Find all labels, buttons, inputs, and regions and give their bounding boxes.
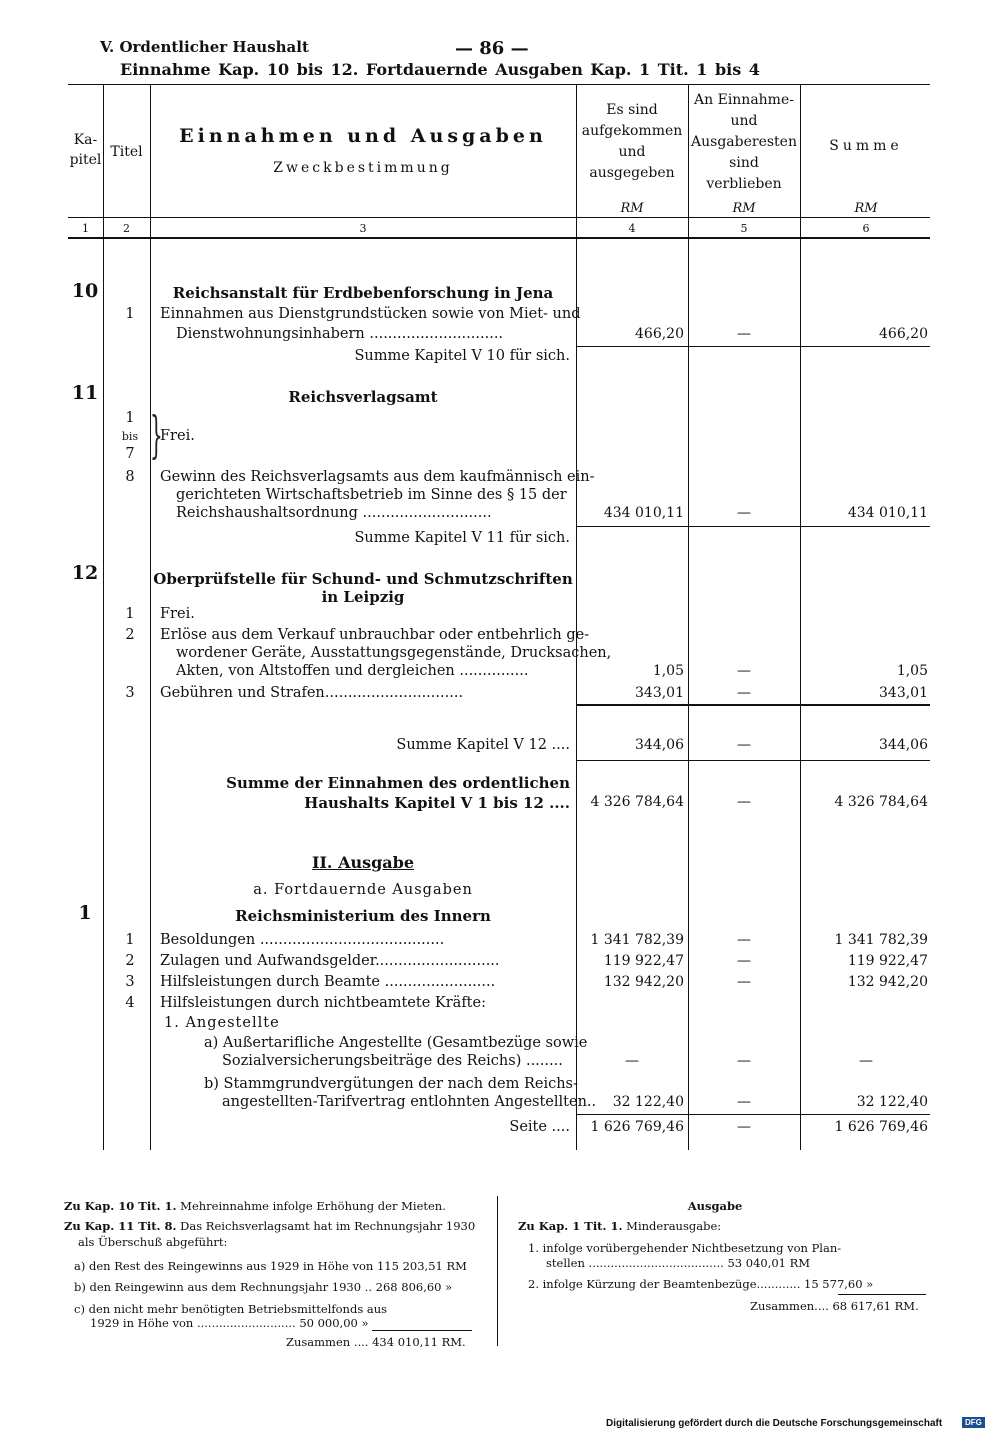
k12-total-sum: 344,06 xyxy=(879,737,928,753)
col-head-4: Es sind aufgekommen und ausgegeben xyxy=(581,102,683,181)
dfg-logo-icon: DFG xyxy=(962,1417,985,1428)
ausgabe-b-line2: angestellten-Tarifvertrag entlohnten Angestellten.. xyxy=(222,1094,597,1110)
fn-k11-a: a) den Rest des Reingewinns aus 1929 in Höhe von 115 203,51 RM xyxy=(74,1259,467,1273)
fn-k11-c2: 1929 in Höhe von ........................... 50 000,00 » xyxy=(90,1316,369,1330)
k11-t8-value: 434 010,11 xyxy=(603,505,684,521)
k10-t1-line1: Einnahmen aus Dienstgrundstücken sowie von Miet- und xyxy=(160,306,581,322)
k12-title-line1: Oberprüfstelle für Schund- und Schmutzschriften xyxy=(153,570,573,588)
k12-total-label: Summe Kapitel V 12 .... xyxy=(396,737,570,753)
k12-rule xyxy=(576,704,930,706)
col-head-sub: Zweckbestimmung xyxy=(273,160,453,176)
k11-titel-8: 8 xyxy=(125,469,135,485)
seite-dash: — xyxy=(737,1119,751,1135)
ausgabe-row2-sum: 119 922,47 xyxy=(847,953,928,969)
ausgabe-b-line1: b) Stammgrundvergütungen der nach dem Reichs- xyxy=(204,1076,578,1092)
ausgabe-kapitel-1: 1 xyxy=(78,902,92,924)
ausgabe-row1-sum: 1 341 782,39 xyxy=(834,932,928,948)
k11-t8-dash: — xyxy=(737,505,751,521)
k12-t2-line1: Erlöse aus dem Verkauf unbrauchbar oder entbehrlich ge- xyxy=(160,627,590,643)
k11-total-label: Summe Kapitel V 11 für sich. xyxy=(354,530,570,546)
col-num-4: 4 xyxy=(628,222,636,235)
col-head-kapitel: Ka-pitel xyxy=(69,132,102,168)
ausgabe-row3-text: Hilfsleistungen durch Beamte ........................ xyxy=(160,974,496,990)
grand-total-value: 4 326 784,64 xyxy=(590,794,684,810)
fn-k11-text: Das Reichsverlagsamt hat im Rechnungsjahr 1930 xyxy=(180,1219,476,1233)
col-head-6: Summe xyxy=(829,138,903,154)
fn-right-ref: Zu Kap. 1 Tit. 1. xyxy=(518,1219,623,1233)
fn-right-total: Zusammen.... 68 617,61 RM. xyxy=(750,1299,919,1313)
fn-k11-ref: Zu Kap. 11 Tit. 8. xyxy=(64,1219,177,1233)
ausgabe-row1-text: Besoldungen ........................................ xyxy=(160,932,445,948)
ausgabe-b-value: 32 122,40 xyxy=(612,1094,684,1110)
ausgabe-heading: II. Ausgabe xyxy=(311,853,415,872)
fn-k10-ref: Zu Kap. 10 Tit. 1. xyxy=(64,1199,177,1213)
fn-right-heading: Ausgabe xyxy=(687,1199,743,1213)
k12-t3-text: Gebühren und Strafen.............................. xyxy=(160,685,464,701)
col-num-6: 6 xyxy=(862,222,870,235)
unit-6: RM xyxy=(854,201,878,216)
col-divider-1 xyxy=(103,84,104,1150)
kapitel-12: 12 xyxy=(71,562,99,584)
col-num-2: 2 xyxy=(123,222,130,235)
k11-frei: Frei. xyxy=(160,428,195,444)
k12-title-line2: in Leipzig xyxy=(321,588,405,606)
unit-5: RM xyxy=(732,201,756,216)
col-divider-4 xyxy=(688,84,689,1150)
ausgabe-titel-1: 1 xyxy=(125,932,135,948)
k10-t1-line2: Dienstwohnungsinhabern ............................. xyxy=(176,326,504,342)
k12-t3-sum: 343,01 xyxy=(879,685,928,701)
fn-right-rule xyxy=(838,1294,926,1295)
k11-range-to: 7 xyxy=(125,446,135,462)
ausgabe-row1-dash: — xyxy=(737,932,751,948)
ausgabe-angestellte: 1. Angestellte xyxy=(164,1015,280,1031)
ausgabe-row1-value: 1 341 782,39 xyxy=(590,932,684,948)
k10-total-label: Summe Kapitel V 10 für sich. xyxy=(354,348,570,364)
k12-t2-dash: — xyxy=(737,663,751,679)
fn-left-total: Zusammen .... 434 010,11 RM. xyxy=(286,1335,466,1349)
fn-k11 xyxy=(64,1219,475,1233)
k12-t2-line3: Akten, von Altstoffen und dergleichen ............... xyxy=(176,663,529,679)
k12-t2-sum: 1,05 xyxy=(896,663,928,679)
ausgabe-rule xyxy=(576,1114,930,1115)
ausgabe-a-dash-6: — xyxy=(859,1053,873,1069)
col-num-5: 5 xyxy=(740,222,748,235)
k11-t8-line3: Reichshaushaltsordnung ............................ xyxy=(176,505,492,521)
fn-divider xyxy=(497,1196,498,1346)
col-head-5: An Einnahme- und Ausgaberesten sind verblieben xyxy=(691,92,797,192)
k10-t1-dash: — xyxy=(737,326,751,342)
brace-icon: } xyxy=(150,406,163,464)
ausgabe-titel-3: 3 xyxy=(125,974,135,990)
fn-k11-text2: als Überschuß abgeführt: xyxy=(78,1235,228,1249)
grand-total-line2: Haushalts Kapitel V 1 bis 12 .... xyxy=(304,794,570,812)
seite-sum: 1 626 769,46 xyxy=(834,1119,928,1135)
fn-right-ref-line xyxy=(518,1219,721,1233)
ausgabe-sub: a. Fortdauernde Ausgaben xyxy=(253,882,473,898)
ausgabe-a-line2: Sozialversicherungsbeiträge des Reichs) ........ xyxy=(222,1053,563,1069)
page-subtitle: Einnahme Kap. 10 bis 12. Fortdauernde Ausgaben Kap. 1 Tit. 1 bis 4 xyxy=(120,60,760,79)
k11-t8-sum: 434 010,11 xyxy=(847,505,928,521)
k11-t8-line2: gerichteten Wirtschaftsbetrieb im Sinne des § 15 der xyxy=(176,487,567,503)
fn-right-i1a: 1. infolge vorübergehender Nichtbesetzung von Plan- xyxy=(528,1241,842,1255)
k12-titel-1: 1 xyxy=(125,606,135,622)
page-number: — 86 — xyxy=(455,38,529,59)
k12-t1-text: Frei. xyxy=(160,606,195,622)
col-head-titel: Titel xyxy=(110,144,143,160)
col-num-3: 3 xyxy=(359,222,367,235)
ausgabe-row3-dash: — xyxy=(737,974,751,990)
ausgabe-a-line1: a) Außertarifliche Angestellte (Gesamtbezüge sowie xyxy=(204,1035,588,1051)
grand-total-sum: 4 326 784,64 xyxy=(834,794,928,810)
ausgabe-t4-text: Hilfsleistungen durch nichtbeamtete Kräfte: xyxy=(160,995,486,1011)
grand-total-dash: — xyxy=(737,794,751,810)
k12-total-value: 344,06 xyxy=(635,737,684,753)
ausgabe-row2-value: 119 922,47 xyxy=(603,953,684,969)
ausgabe-a-dash-5: — xyxy=(737,1053,751,1069)
seite-label: Seite .... xyxy=(509,1119,570,1135)
k11-rule xyxy=(576,526,930,527)
k10-title: Reichsanstalt für Erdbebenforschung in Jena xyxy=(172,284,554,302)
ausgabe-row2-text: Zulagen und Aufwandsgelder........................... xyxy=(160,953,500,969)
ausgabe-titel-4: 4 xyxy=(125,995,135,1011)
k12-titel-2: 2 xyxy=(125,627,135,643)
k12-total-rule xyxy=(576,760,930,761)
k12-t2-value: 1,05 xyxy=(652,663,684,679)
grand-total-line1: Summe der Einnahmen des ordentlichen xyxy=(226,774,570,792)
fn-k10-text: Mehreinnahme infolge Erhöhung der Mieten. xyxy=(180,1199,446,1213)
ausgabe-a-dash-4: — xyxy=(625,1053,639,1069)
ausgabe-k1-title: Reichsministerium des Innern xyxy=(235,907,491,925)
seite-value: 1 626 769,46 xyxy=(590,1119,684,1135)
k11-range-from: 1 xyxy=(125,410,135,426)
k12-total-dash: — xyxy=(737,737,751,753)
ausgabe-b-sum: 32 122,40 xyxy=(856,1094,928,1110)
k10-t1-value: 466,20 xyxy=(635,326,684,342)
ausgabe-b-dash: — xyxy=(737,1094,751,1110)
k12-t3-value: 343,01 xyxy=(635,685,684,701)
k11-t8-line1: Gewinn des Reichsverlagsamts aus dem kaufmännisch ein- xyxy=(160,469,595,485)
fn-k11-b: b) den Reingewinn aus dem Rechnungsjahr 1930 .. 268 806,60 » xyxy=(74,1280,453,1294)
section-title: V. Ordentlicher Haushalt xyxy=(100,38,309,56)
col-divider-3 xyxy=(576,84,577,1150)
col-head-main: Einnahmen und Ausgaben xyxy=(179,125,547,147)
ausgabe-row3-value: 132 942,20 xyxy=(603,974,684,990)
unit-4: RM xyxy=(620,201,644,216)
col-num-1: 1 xyxy=(82,222,89,235)
col-divider-5 xyxy=(800,84,801,1150)
ausgabe-row2-dash: — xyxy=(737,953,751,969)
footer-credit: Digitalisierung gefördert durch die Deutsche Forschungsgemeinschaft xyxy=(606,1418,943,1429)
col-divider-2 xyxy=(150,84,151,1150)
k12-t3-dash: — xyxy=(737,685,751,701)
k11-title: Reichsverlagsamt xyxy=(288,388,438,406)
ausgabe-row3-sum: 132 942,20 xyxy=(847,974,928,990)
k12-t2-line2: wordener Geräte, Ausstattungsgegenstände, Drucksachen, xyxy=(176,645,612,661)
ausgabe-titel-2: 2 xyxy=(125,953,135,969)
fn-right-i1b: stellen ..................................... 53 040,01 RM xyxy=(546,1256,811,1270)
kapitel-11: 11 xyxy=(71,382,99,404)
fn-k11-c1: c) den nicht mehr benötigten Betriebsmittelfonds aus xyxy=(74,1302,388,1316)
k10-t1-sum: 466,20 xyxy=(879,326,928,342)
fn-left-rule xyxy=(372,1330,472,1331)
fn-right-text: Minderausgabe: xyxy=(626,1219,722,1233)
kapitel-10: 10 xyxy=(71,280,99,302)
k10-titel-1: 1 xyxy=(125,306,135,322)
fn-k10 xyxy=(64,1199,446,1213)
fn-right-i2: 2. infolge Kürzung der Beamtenbezüge............ 15 577,60 » xyxy=(528,1277,874,1291)
k12-titel-3: 3 xyxy=(125,685,135,701)
k10-rule xyxy=(576,346,930,347)
k11-range-bis: bis xyxy=(121,430,139,443)
